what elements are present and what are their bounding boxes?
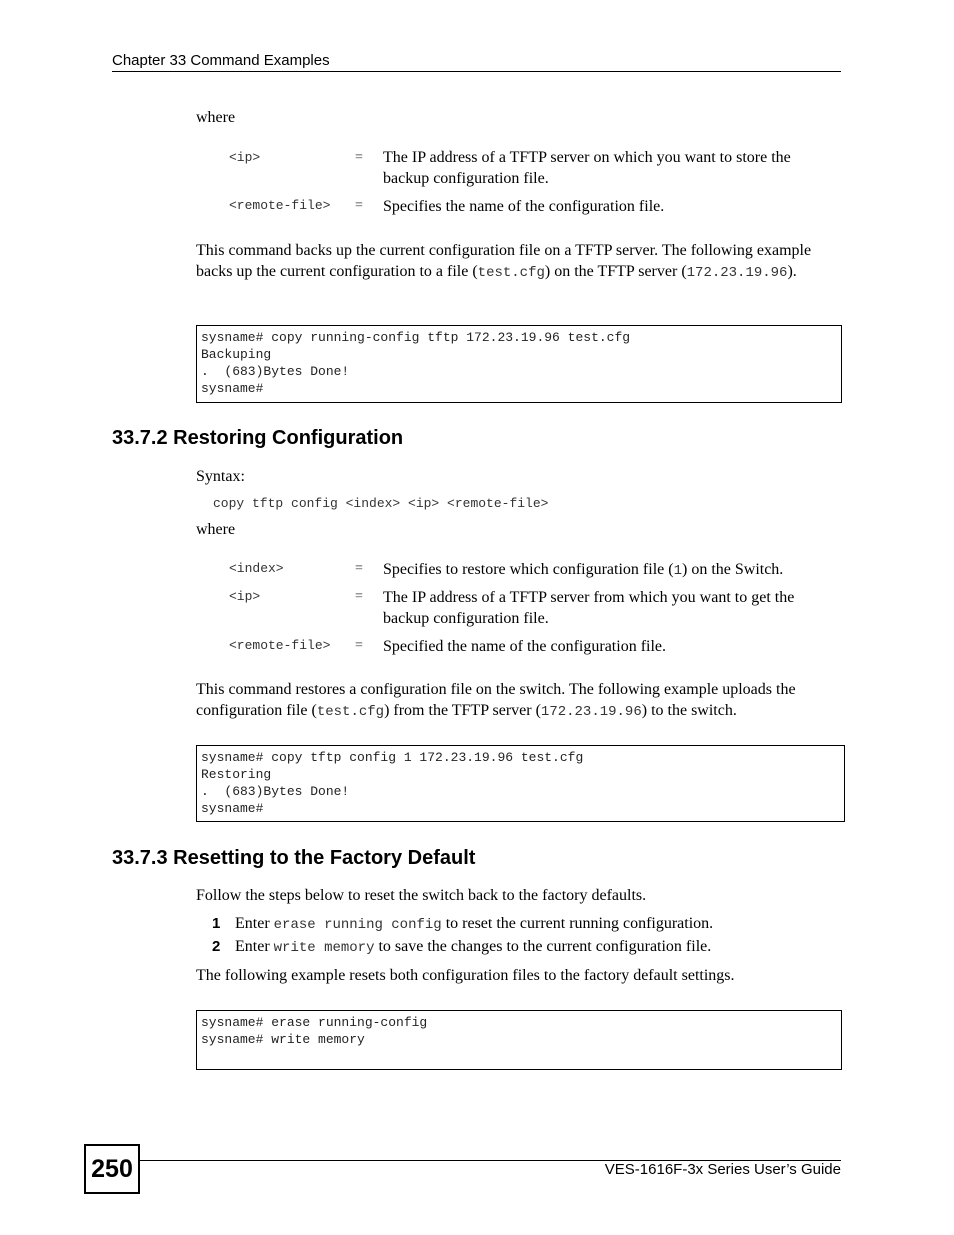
text-segment: Specifies to restore which configuration file (	[383, 561, 674, 578]
text-segment: ) to the switch.	[641, 701, 737, 719]
param-name: <ip>	[229, 589, 261, 604]
page-number: 250	[84, 1144, 140, 1194]
inline-ip: 172.23.19.96	[540, 703, 642, 720]
text-segment: This command backs up the current configuration file on a TFTP server. The following example backs up the current configuration to a file (	[196, 242, 812, 280]
code-line: Backuping	[201, 347, 272, 362]
code-line: . (683)Bytes Done!	[201, 364, 350, 379]
text-segment: to save the changes to the current configuration file.	[374, 938, 712, 955]
code-line: sysname#	[201, 801, 264, 816]
syntax-label: Syntax:	[196, 468, 245, 485]
reset-example-description: The following example resets both configuration files to the factory default settings.	[196, 967, 735, 984]
param-name: <ip>	[229, 150, 261, 165]
param-description: Specifies the name of the configuration file.	[383, 198, 665, 215]
header-divider	[112, 71, 841, 72]
inline-filename: test.cfg	[316, 703, 385, 720]
reset-code-block	[196, 1010, 842, 1070]
equals-sign: =	[355, 638, 363, 653]
text-segment: ).	[787, 262, 797, 280]
param-description: Specified the name of the configuration file.	[383, 638, 667, 655]
param-name: <remote-file>	[229, 198, 331, 213]
inline-command: erase running config	[273, 917, 442, 933]
code-line: sysname# erase running-config	[201, 1015, 428, 1030]
restore-code-block	[196, 745, 845, 822]
reset-intro: Follow the steps below to reset the switch back to the factory defaults.	[196, 887, 647, 904]
inline-ip: 172.23.19.96	[686, 264, 788, 281]
text-segment: ) on the Switch.	[681, 561, 784, 578]
code-line: . (683)Bytes Done!	[201, 784, 350, 799]
text-segment: ) on the TFTP server (	[544, 262, 687, 280]
inline-filename: test.cfg	[477, 264, 545, 281]
equals-sign: =	[355, 561, 363, 576]
code-line: sysname# write memory	[201, 1032, 365, 1047]
backup-description	[196, 241, 816, 283]
section-heading-restore: 33.7.2 Restoring Configuration	[112, 427, 404, 449]
where-label: where	[196, 521, 236, 538]
text-segment: This command restores a configuration file on the switch. The following example uploads the configuration file (	[196, 681, 796, 719]
equals-sign: =	[355, 150, 363, 165]
code-line: Restoring	[201, 767, 272, 782]
inline-index: 1	[673, 563, 682, 579]
syntax-command: copy tftp config <index> <ip> <remote-file>	[213, 496, 549, 511]
equals-sign: =	[355, 198, 363, 213]
section-heading-reset: 33.7.3 Resetting to the Factory Default	[112, 847, 476, 869]
restore-description	[196, 680, 846, 722]
step-number: 1	[212, 915, 221, 932]
text-segment: Enter	[235, 938, 274, 955]
code-line: sysname# copy tftp config 1 172.23.19.96 test.cfg	[201, 750, 584, 765]
text-segment: Enter	[235, 915, 274, 932]
param-description: The IP address of a TFTP server on which you want to store the backup configuration file.	[383, 149, 791, 187]
param-description	[383, 560, 833, 582]
where-label: where	[196, 109, 236, 126]
backup-code-block	[196, 325, 842, 403]
step-text	[235, 914, 713, 936]
code-line: sysname#	[201, 381, 264, 396]
param-name: <index>	[229, 561, 284, 576]
equals-sign: =	[355, 589, 363, 604]
param-name: <remote-file>	[229, 638, 331, 653]
guide-title: VES-1616F-3x Series User’s Guide	[604, 1161, 841, 1178]
chapter-header: Chapter 33 Command Examples	[112, 52, 330, 69]
step-text	[235, 937, 711, 959]
code-line: sysname# copy running-config tftp 172.23.19.96 test.cfg	[201, 330, 631, 345]
text-segment: to reset the current running configuration.	[441, 915, 714, 932]
inline-command: write memory	[273, 940, 375, 956]
text-segment: ) from the TFTP server (	[384, 701, 541, 719]
step-number: 2	[212, 938, 221, 955]
param-description: The IP address of a TFTP server from which you want to get the backup configuration file.	[383, 589, 795, 627]
